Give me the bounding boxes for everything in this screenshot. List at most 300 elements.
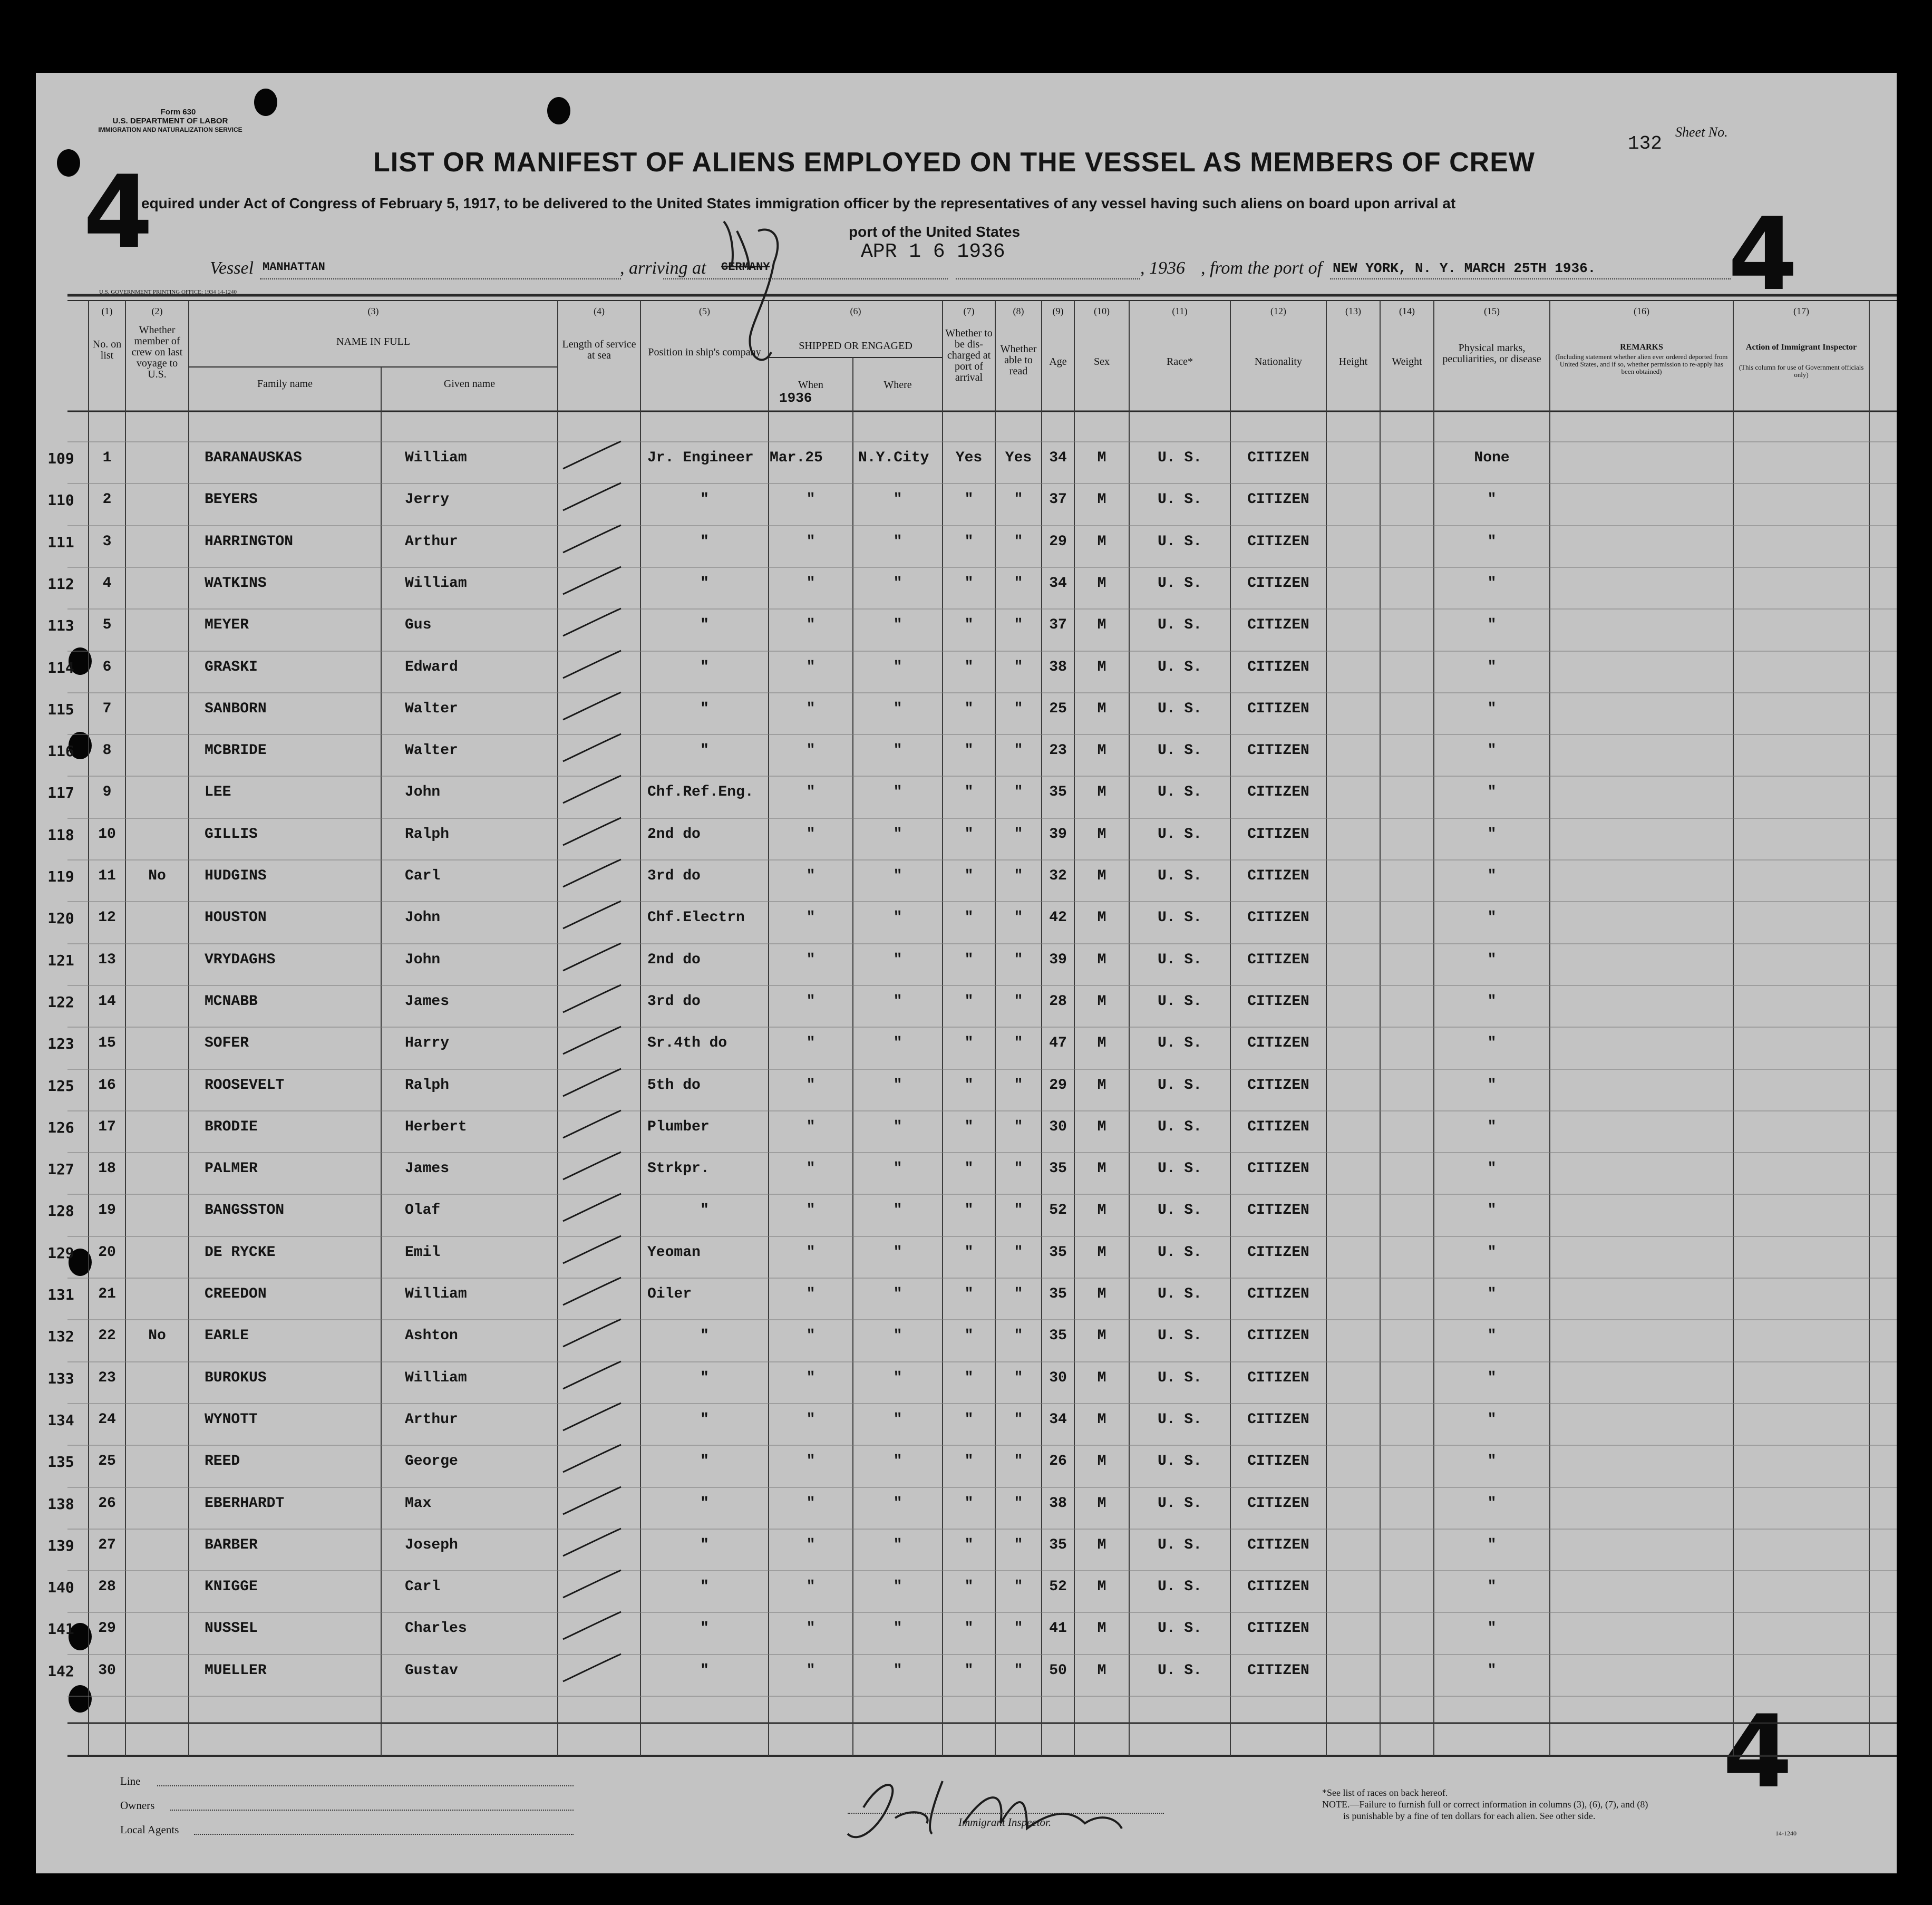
shipped-when: " (806, 1620, 815, 1637)
sex: M (1097, 993, 1106, 1010)
margin-line-number: 142 (47, 1662, 74, 1680)
discharged: " (964, 1035, 974, 1051)
age: 37 (1049, 491, 1067, 508)
able-to-read: " (1014, 1579, 1023, 1595)
given-name: William (405, 1286, 467, 1302)
able-to-read: " (1014, 910, 1023, 926)
discharged: " (964, 1453, 974, 1469)
race: U. S. (1157, 1077, 1202, 1094)
race: U. S. (1157, 1161, 1202, 1177)
family-name: GILLIS (205, 826, 258, 843)
list-number: 15 (98, 1035, 116, 1051)
given-name: George (405, 1453, 458, 1469)
given-name: Gus (405, 617, 432, 633)
shipped-when: " (806, 1035, 815, 1051)
shipped-when: " (806, 1328, 815, 1344)
discharged: " (964, 701, 974, 717)
race: U. S. (1157, 1453, 1202, 1469)
service-tick (563, 1069, 621, 1096)
position: " (700, 1453, 709, 1469)
nationality: CITIZEN (1247, 742, 1309, 759)
margin-line-number: 128 (47, 1202, 74, 1220)
given-name: William (405, 575, 467, 592)
list-number: 12 (98, 910, 116, 926)
able-to-read: " (1014, 784, 1023, 800)
family-name: EBERHARDT (205, 1495, 285, 1512)
nationality: CITIZEN (1247, 575, 1309, 592)
position: " (700, 1370, 709, 1386)
given-name: Arthur (405, 1411, 458, 1428)
shipped-when: " (806, 742, 815, 759)
when-header: When (798, 379, 823, 391)
column-header-label: Whether able to read (1000, 343, 1037, 377)
position: Plumber (647, 1119, 710, 1135)
form-number: Form 630 (160, 108, 196, 117)
margin-line-number: 116 (47, 742, 74, 760)
discharged: " (964, 491, 974, 508)
margin-line-number: 110 (47, 491, 74, 509)
races-note: *See list of races on back hereof. (1322, 1787, 1448, 1798)
able-to-read: Yes (1005, 450, 1032, 466)
from-port-value: NEW YORK, N. Y. MARCH 25TH 1936. (1333, 260, 1596, 276)
shipped-where: " (893, 826, 902, 843)
column-number: (17) (1793, 306, 1809, 316)
sex: M (1097, 659, 1106, 675)
margin-line-number: 114 (47, 659, 74, 676)
able-to-read: " (1014, 617, 1023, 633)
age: 52 (1049, 1579, 1067, 1595)
column-header-label: Whether to be dis-charged at port of arrival (945, 327, 993, 383)
shipped-when: " (806, 1286, 815, 1302)
race: U. S. (1157, 784, 1202, 800)
family-name: GRASKI (205, 659, 258, 675)
column-header-label: Race* (1167, 356, 1193, 368)
shipped-when: " (806, 868, 815, 884)
able-to-read: " (1014, 1077, 1023, 1094)
list-number: 8 (102, 742, 112, 759)
margin-line-number: 140 (47, 1579, 74, 1596)
list-number: 19 (98, 1202, 116, 1219)
age: 42 (1049, 910, 1067, 926)
margin-line-number: 119 (47, 868, 74, 885)
column-number: (5) (699, 306, 710, 316)
year-label: , 1936 (1140, 258, 1185, 278)
document-subtitle: equired under Act of Congress of February 5, 1917, to be delivered to the United States immigration officer by the representatives of any vessel having such aliens on board upon arrival at (141, 195, 1456, 211)
service-tick (563, 859, 621, 887)
position: 2nd do (647, 826, 701, 843)
age: 50 (1049, 1662, 1067, 1679)
shipped-when: " (806, 1537, 815, 1553)
date-stamp: APR 1 6 1936 (861, 240, 1005, 263)
given-name: Carl (405, 1579, 441, 1595)
physical-marks: " (1487, 1119, 1497, 1135)
able-to-read: " (1014, 1453, 1023, 1469)
sex: M (1097, 1035, 1106, 1051)
discharged: " (964, 993, 974, 1010)
shipped-when: " (806, 701, 815, 717)
family-name: DE RYCKE (205, 1244, 276, 1261)
shipped-when: " (806, 1119, 815, 1135)
given-name: Herbert (405, 1119, 467, 1135)
column-number: (16) (1634, 306, 1649, 316)
list-number: 28 (98, 1579, 116, 1595)
physical-marks: " (1487, 1202, 1497, 1219)
age: 41 (1049, 1620, 1067, 1637)
shipped-when: " (806, 784, 815, 800)
column-number: (1) (101, 306, 113, 316)
physical-marks: " (1487, 1537, 1497, 1553)
physical-marks: " (1487, 534, 1497, 550)
column-header-label: Age (1049, 356, 1067, 368)
arriving-port: GERMANY (721, 260, 770, 274)
able-to-read: " (1014, 1286, 1023, 1302)
service-tick (563, 441, 621, 469)
age: 34 (1049, 450, 1067, 466)
nationality: CITIZEN (1247, 659, 1309, 675)
column-number: (10) (1094, 306, 1110, 316)
shipped-where: " (893, 742, 902, 759)
list-number: 5 (102, 617, 112, 633)
shipped-when: " (806, 1202, 815, 1219)
list-number: 18 (98, 1161, 116, 1177)
race: U. S. (1157, 1495, 1202, 1512)
list-number: 14 (98, 993, 116, 1010)
position: " (700, 1579, 709, 1595)
able-to-read: " (1014, 1662, 1023, 1679)
discharged: " (964, 659, 974, 675)
nationality: CITIZEN (1247, 910, 1309, 926)
sex: M (1097, 1119, 1106, 1135)
discharged: " (964, 1537, 974, 1553)
shipped-where: " (893, 1579, 902, 1595)
discharged: " (964, 1370, 974, 1386)
nationality: CITIZEN (1247, 1244, 1309, 1261)
given-name: Gustav (405, 1662, 458, 1679)
family-name: MEYER (205, 617, 249, 633)
family-name: BARBER (205, 1537, 258, 1553)
family-name-header: Family name (257, 378, 313, 390)
able-to-read: " (1014, 1202, 1023, 1219)
form-code: 14-1240 (1775, 1830, 1797, 1837)
column-header-note: (This column for use of Government officials only) (1739, 363, 1864, 379)
service-tick (563, 1278, 621, 1305)
sex: M (1097, 952, 1106, 968)
age: 29 (1049, 534, 1067, 550)
shipped-when: " (806, 1077, 815, 1094)
able-to-read: " (1014, 659, 1023, 675)
family-name: WATKINS (205, 575, 267, 592)
race: U. S. (1157, 701, 1202, 717)
margin-line-number: 129 (47, 1244, 74, 1262)
discharged: " (964, 1077, 974, 1094)
physical-marks: " (1487, 993, 1497, 1010)
given-name: Ralph (405, 1077, 450, 1094)
list-number: 20 (98, 1244, 116, 1261)
given-name: Charles (405, 1620, 467, 1637)
shipped-when: " (806, 952, 815, 968)
position: " (700, 491, 709, 508)
family-name: KNIGGE (205, 1579, 258, 1595)
nationality: CITIZEN (1247, 1328, 1309, 1344)
given-name: William (405, 1370, 467, 1386)
service-tick (563, 1403, 621, 1430)
position: Sr.4th do (647, 1035, 727, 1051)
age: 23 (1049, 742, 1067, 759)
list-number: 13 (98, 952, 116, 968)
shipped-where: " (893, 491, 902, 508)
column-number: (3) (367, 306, 379, 316)
given-name: John (405, 910, 441, 926)
age: 35 (1049, 1537, 1067, 1553)
list-number: 23 (98, 1370, 116, 1386)
physical-marks: " (1487, 1495, 1497, 1512)
able-to-read: " (1014, 1035, 1023, 1051)
age: 37 (1049, 617, 1067, 633)
margin-line-number: 123 (47, 1035, 74, 1052)
service-tick (563, 1361, 621, 1389)
list-number: 3 (102, 534, 112, 550)
shipped-where: " (893, 1286, 902, 1302)
column-number: (2) (151, 306, 163, 316)
nationality: CITIZEN (1247, 826, 1309, 843)
sheet-number-large: 4 (1728, 196, 1798, 313)
shipped-when: Mar.25 (770, 450, 823, 466)
list-number: 22 (98, 1328, 116, 1344)
discharged: Yes (955, 450, 983, 466)
discharged: " (964, 1161, 974, 1177)
able-to-read: " (1014, 701, 1023, 717)
given-name: Arthur (405, 534, 458, 550)
document-subtitle-2: port of the United States (849, 224, 1021, 240)
discharged: " (964, 826, 974, 843)
nationality: CITIZEN (1247, 1411, 1309, 1428)
family-name: MCBRIDE (205, 742, 267, 759)
age: 52 (1049, 1202, 1067, 1219)
sex: M (1097, 1161, 1106, 1177)
nationality: CITIZEN (1247, 1495, 1309, 1512)
shipped-when: " (806, 1411, 815, 1428)
position: Strkpr. (647, 1161, 710, 1177)
shipped-when: " (806, 617, 815, 633)
given-name: James (405, 993, 450, 1010)
physical-marks: " (1487, 1579, 1497, 1595)
race: U. S. (1157, 575, 1202, 592)
list-number: 29 (98, 1620, 116, 1637)
given-name-header: Given name (443, 378, 496, 390)
race: U. S. (1157, 1579, 1202, 1595)
race: U. S. (1157, 1537, 1202, 1553)
column-header-label: Weight (1392, 356, 1422, 368)
given-name: Olaf (405, 1202, 441, 1219)
service-tick (563, 651, 621, 678)
sheet-number-large: 4 (83, 154, 153, 270)
able-to-read: " (1014, 1119, 1023, 1135)
sex: M (1097, 1453, 1106, 1469)
service-check-marks (563, 441, 621, 1681)
discharged: " (964, 952, 974, 968)
service-tick (563, 1487, 621, 1514)
shipped-where: " (893, 659, 902, 675)
shipped-where: " (893, 1202, 902, 1219)
service-tick (563, 818, 621, 845)
owners-label: Owners (120, 1799, 155, 1812)
sex: M (1097, 450, 1106, 466)
shipped-when: " (806, 910, 815, 926)
race: U. S. (1157, 1119, 1202, 1135)
race: U. S. (1157, 450, 1202, 466)
margin-line-number: 131 (47, 1286, 74, 1303)
physical-marks: " (1487, 1662, 1497, 1679)
sex: M (1097, 1537, 1106, 1553)
column-header-label: Action of Immigrant Inspector (1745, 343, 1857, 352)
race: U. S. (1157, 1620, 1202, 1637)
race: U. S. (1157, 659, 1202, 675)
margin-line-number: 111 (47, 534, 74, 551)
list-number: 4 (102, 575, 112, 592)
given-name: Emil (405, 1244, 441, 1261)
position: " (700, 1495, 709, 1512)
handwritten-initials (724, 221, 778, 360)
family-name: BUROKUS (205, 1370, 267, 1386)
discharged: " (964, 742, 974, 759)
service-tick (563, 901, 621, 929)
shipped-when: " (806, 1161, 815, 1177)
service-tick (563, 1194, 621, 1221)
age: 39 (1049, 826, 1067, 843)
column-header-label: Physical marks, peculiarities, or disease (1442, 342, 1541, 365)
physical-marks: " (1487, 491, 1497, 508)
age: 26 (1049, 1453, 1067, 1469)
discharged: " (964, 1202, 974, 1219)
given-name: Edward (405, 659, 458, 675)
family-name: HUDGINS (205, 868, 267, 884)
race: U. S. (1157, 993, 1202, 1010)
race: U. S. (1157, 491, 1202, 508)
list-number: 16 (98, 1077, 116, 1094)
sex: M (1097, 701, 1106, 717)
column-header-label: NAME IN FULL (336, 336, 410, 347)
shipped-when: " (806, 1370, 815, 1386)
column-header-label: Length of service at sea (562, 339, 636, 361)
able-to-read: " (1014, 534, 1023, 550)
family-name: HOUSTON (205, 910, 267, 926)
shipped-where: N.Y.City (858, 450, 929, 466)
sheet-no-label: Sheet No. (1675, 124, 1728, 140)
list-number: 24 (98, 1411, 116, 1428)
printing-office-line: U.S. GOVERNMENT PRINTING OFFICE: 1934 14-1240 (99, 289, 237, 295)
nationality: CITIZEN (1247, 1662, 1309, 1679)
physical-marks: " (1487, 1453, 1497, 1469)
physical-marks: " (1487, 910, 1497, 926)
from-port-label: , from the port of (1201, 258, 1323, 278)
sex: M (1097, 784, 1106, 800)
shipped-where: " (893, 1620, 902, 1637)
nationality: CITIZEN (1247, 1119, 1309, 1135)
family-name: MCNABB (205, 993, 258, 1010)
able-to-read: " (1014, 952, 1023, 968)
discharged: " (964, 1495, 974, 1512)
sex: M (1097, 1328, 1106, 1344)
age: 38 (1049, 659, 1067, 675)
shipped-where: " (893, 1077, 902, 1094)
position: Yeoman (647, 1244, 701, 1261)
able-to-read: " (1014, 1328, 1023, 1344)
position: 5th do (647, 1077, 701, 1094)
age: 47 (1049, 1035, 1067, 1051)
discharged: " (964, 575, 974, 592)
sex: M (1097, 491, 1106, 508)
family-name: SANBORN (205, 701, 267, 717)
age: 25 (1049, 701, 1067, 717)
list-number: 27 (98, 1537, 116, 1553)
shipped-where: " (893, 1119, 902, 1135)
margin-line-number: 134 (47, 1411, 74, 1429)
family-name: BRODIE (205, 1119, 258, 1135)
nationality: CITIZEN (1247, 1579, 1309, 1595)
shipped-where: " (893, 993, 902, 1010)
column-header-label: REMARKS (1620, 343, 1663, 352)
position: " (700, 701, 709, 717)
margin-line-number: 127 (47, 1161, 74, 1178)
service-tick (563, 1110, 621, 1138)
position: " (700, 1328, 709, 1344)
able-to-read: " (1014, 742, 1023, 759)
race: U. S. (1157, 826, 1202, 843)
family-name: BARANAUSKAS (205, 450, 302, 466)
service-label: IMMIGRATION AND NATURALIZATION SERVICE (98, 126, 242, 133)
column-header-label: Whether member of crew on last voyage to U.S. (131, 324, 183, 380)
nationality: CITIZEN (1247, 1035, 1309, 1051)
shipped-when: " (806, 1244, 815, 1261)
column-header-label: Nationality (1255, 356, 1302, 368)
department-label: U.S. DEPARTMENT OF LABOR (112, 117, 228, 125)
family-name: HARRINGTON (205, 534, 294, 550)
nationality: CITIZEN (1247, 1161, 1309, 1177)
race: U. S. (1157, 1202, 1202, 1219)
nationality: CITIZEN (1247, 993, 1309, 1010)
family-name: MUELLER (205, 1662, 267, 1679)
service-tick (563, 776, 621, 803)
able-to-read: " (1014, 1161, 1023, 1177)
nationality: CITIZEN (1247, 1286, 1309, 1302)
physical-marks: None (1474, 450, 1510, 466)
age: 34 (1049, 575, 1067, 592)
family-name: PALMER (205, 1161, 258, 1177)
sex: M (1097, 617, 1106, 633)
able-to-read: " (1014, 868, 1023, 884)
age: 35 (1049, 1286, 1067, 1302)
sex: M (1097, 1286, 1106, 1302)
sex: M (1097, 575, 1106, 592)
able-to-read: " (1014, 1411, 1023, 1428)
discharged: " (964, 1119, 974, 1135)
physical-marks: " (1487, 1035, 1497, 1051)
shipped-where: " (893, 1537, 902, 1553)
line-label: Line (120, 1775, 141, 1787)
column-header-note: (Including statement whether alien ever ordered deported from United States, and if so, whether permission to re-apply has been obtained) (1555, 353, 1728, 375)
sex: M (1097, 868, 1106, 884)
position: " (700, 1620, 709, 1637)
age: 30 (1049, 1370, 1067, 1386)
margin-line-number: 113 (47, 617, 74, 634)
shipped-when: " (806, 1495, 815, 1512)
list-number: 17 (98, 1119, 116, 1135)
margin-line-number: 109 (47, 450, 74, 467)
given-name: Walter (405, 742, 458, 759)
physical-marks: " (1487, 952, 1497, 968)
list-number: 1 (102, 450, 112, 466)
physical-marks: " (1487, 701, 1497, 717)
